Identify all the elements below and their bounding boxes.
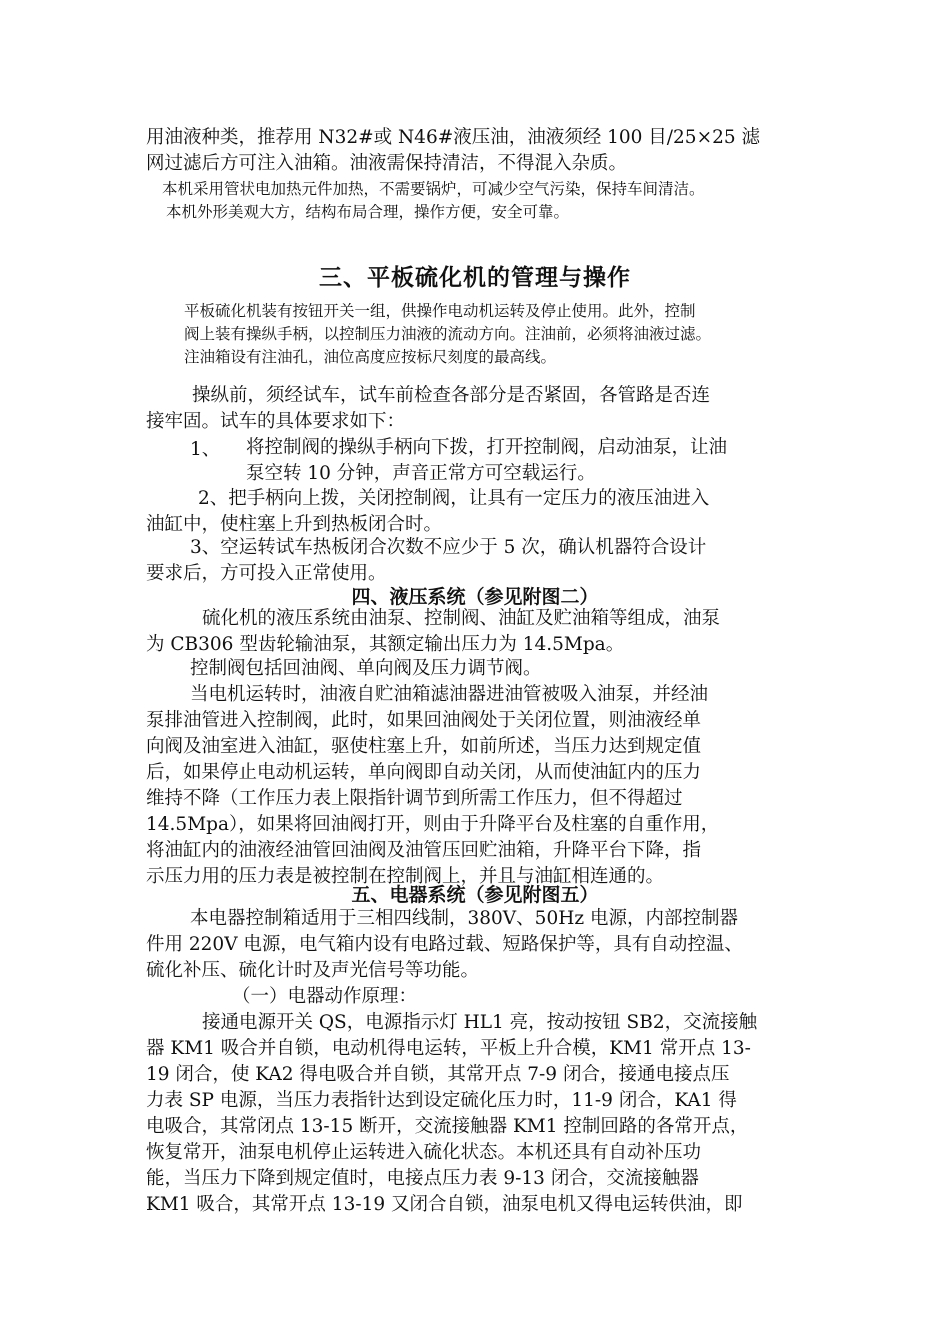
text-line: 2、把手柄向上拨，关闭控制阀，让具有一定压力的液压油进入 [198,488,710,509]
text-line: 控制阀包括回油阀、单向阀及压力调节阀。 [190,658,542,679]
text-line: （一）电器动作原理： [232,986,418,1007]
section-4-paragraph-2 [190,656,542,682]
text-line: 本电器控制箱适用于三相四线制，380V、50Hz 电源，内部控制器 [190,908,738,929]
list-item-2 [146,486,709,538]
section-4-paragraph-1 [146,606,720,658]
text-line: 网过滤后方可注入油箱。油液需保持清洁，不得混入杂质。 [146,153,628,174]
section-3-paragraph-2 [146,383,710,435]
text-line: 硫化补压、硫化计时及声光信号等功能。 [146,960,480,981]
text-line: 硫化机的液压系统由油泵、控制阀、油缸及贮油箱等组成，油泵 [202,608,721,629]
section-3-paragraph-1 [184,300,711,369]
section-4-paragraph-3 [146,682,719,890]
text-line: 电吸合，其常闭点 13-15 断开，交流接触器 KM1 控制回路的各常开点， [146,1116,749,1137]
list-item-1-number: 1、 [190,439,221,460]
text-line: 力表 SP 电源，当压力表指针达到设定硫化压力时，11-9 闭合，KA1 得 [146,1090,737,1111]
text-line: 阀上装有操纵手柄，以控制压力油液的流动方向。注油前，必须将油液过滤。 [184,325,712,343]
text-line: 接通电源开关 QS，电源指示灯 HL1 亮，按动按钮 SB2，交流接触 [202,1012,758,1033]
text-line: 要求后，方可投入正常使用。 [146,563,387,584]
text-line: 油缸中，使柱塞上升到热板闭合时。 [146,514,443,535]
text-line: 器 KM1 吸合并自锁，电动机得电运转，平板上升合模，KM1 常开点 13- [146,1038,751,1059]
section-4-title: 四、液压系统（参见附图二） [351,586,599,608]
section-5-title: 五、电器系统（参见附图五） [351,884,599,906]
list-item-3 [146,535,706,587]
text-line: 3、空运转试车热板闭合次数不应少于 5 次，确认机器符合设计 [190,537,707,558]
section-5-subheading [232,984,417,1010]
text-line: 向阀及油室进入油缸，驱使柱塞上升，如前所述，当压力达到规定值 [146,736,702,757]
text-line: 泵排油管进入控制阀，此时，如果回油阀处于关闭位置，则油液经单 [146,710,702,731]
text-line: 将油缸内的油液经油管回油阀及油管压回贮油箱，升降平台下降，指 [146,840,702,861]
text-line: 用油液种类，推荐用 N32#或 N46#液压油，油液须经 100 目/25×25 滤 [146,127,760,148]
list-item-1 [246,435,727,487]
section-3-title: 三、平板硫化机的管理与操作 [319,265,631,291]
text-line: 本机外形美观大方，结构布局合理，操作方便，安全可靠。 [166,203,570,221]
text-line: 将控制阀的操纵手柄向下拨，打开控制阀，启动油泵，让油 [246,437,728,458]
text-line: 件用 220V 电源，电气箱内设有电路过载、短路保护等，具有自动控温、 [146,934,743,955]
text-line: 14.5Mpa），如果将回油阀打开，则由于升降平台及柱塞的自重作用， [146,814,720,835]
text-line: 示压力用的压力表是被控制在控制阀上，并且与油缸相连通的。 [146,866,665,887]
text-line: 泵空转 10 分钟，声音正常方可空载运行。 [246,463,596,484]
intro-paragraph [146,125,760,177]
text-line: 当电机运转时，油液自贮油箱滤油器进油管被吸入油泵，并经油 [190,684,709,705]
text-line: 接牢固。试车的具体要求如下： [146,411,406,432]
text-line: 注油箱设有注油孔，油位高度应按标尺刻度的最高线。 [184,348,557,366]
text-line: 为 CB306 型齿轮输油泵，其额定输出压力为 14.5Mpa。 [146,634,625,655]
text-line: 能，当压力下降到规定值时，电接点压力表 9-13 闭合，交流接触器 [146,1168,699,1189]
text-line: 本机采用管状电加热元件加热，不需要锅炉，可减少空气污染，保持车间清洁。 [162,180,705,198]
text-line: KM1 吸合，其常开点 13-19 又闭合自锁，油泵电机又得电运转供油，即 [146,1194,743,1215]
text-line: 维持不降（工作压力表上限指针调节到所需工作压力，但不得超过 [146,788,683,809]
text-line: 操纵前，须经试车，试车前检查各部分是否紧固，各管路是否连 [192,385,711,406]
text-line: 恢复常开，油泵电机停止运转进入硫化状态。本机还具有自动补压功 [146,1142,702,1163]
text-line: 19 闭合，使 KA2 得电吸合并自锁，其常开点 7-9 闭合，接通电接点压 [146,1064,730,1085]
text-line: 后，如果停止电动机运转，单向阀即自动关闭，从而使油缸内的压力 [146,762,702,783]
section-5-paragraph-2 [146,1010,757,1218]
text-line: 平板硫化机装有按钮开关一组，供操作电动机运转及停止使用。此外，控制 [184,302,696,320]
intro-note [162,178,705,224]
section-5-paragraph-1 [146,906,743,984]
